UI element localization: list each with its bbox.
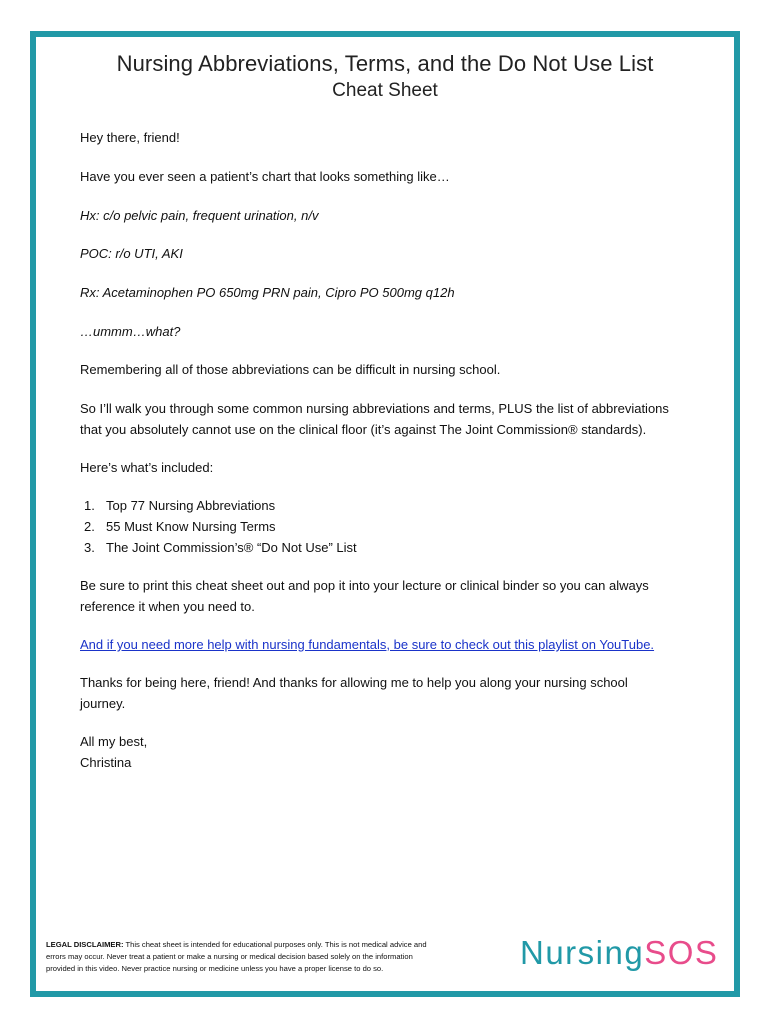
disclaimer-line-3: provided in this video. Never practice nursing or medicine unless you have a proper license to do so. (46, 964, 384, 973)
disclaimer-line-1 (46, 939, 506, 951)
intro-text: Have you ever seen a patient’s chart that looks something like… (80, 169, 450, 184)
list-number: 3. (84, 540, 95, 555)
remembering-text: Remembering all of those abbreviations can be difficult in nursing school. (80, 362, 501, 377)
logo-sos-text: SOS (644, 934, 719, 971)
print-line-2: reference it when you need to. (80, 599, 255, 614)
signoff-text: All my best, (80, 734, 148, 749)
list-text: Top 77 Nursing Abbreviations (106, 498, 276, 513)
legal-disclaimer (46, 939, 506, 975)
list-item (84, 516, 276, 537)
greeting-text: Hey there, friend! (80, 130, 180, 145)
reaction-text: …ummm…what? (80, 324, 181, 339)
example-rx: Rx: Acetaminophen PO 650mg PRN pain, Cipro PO 500mg q12h (80, 285, 455, 300)
author-name: Christina (80, 755, 132, 770)
list-text: The Joint Commission’s® “Do Not Use” List (106, 540, 357, 555)
example-poc: POC: r/o UTI, AKI (80, 246, 183, 261)
included-heading: Here’s what’s included: (80, 460, 214, 475)
page-frame (30, 31, 740, 997)
list-text: 55 Must Know Nursing Terms (106, 519, 276, 534)
disclaimer-text-1: This cheat sheet is intended for educational purposes only. This is not medical advice and (123, 940, 427, 949)
youtube-link-line (80, 634, 720, 655)
thanks-line-1: Thanks for being here, friend! And thanks for allowing me to help you along your nursing school (80, 675, 628, 690)
youtube-playlist-link[interactable]: And if you need more help with nursing fundamentals, be sure to check out this playlist on YouTube. (80, 637, 655, 652)
walkthrough-line-2: that you absolutely cannot use on the clinical floor (it’s against The Joint Commission® standards). (80, 422, 647, 437)
list-item (84, 495, 275, 516)
thanks-line-2: journey. (80, 696, 126, 711)
example-hx: Hx: c/o pelvic pain, frequent urination, n/v (80, 208, 319, 223)
disclaimer-line-2: errors may occur. Never treat a patient or make a nursing or medical decision based solely on the information (46, 952, 413, 961)
print-line-1: Be sure to print this cheat sheet out and pop it into your lecture or clinical binder so you can always (80, 578, 649, 593)
list-item (84, 537, 357, 558)
page-subtitle: Cheat Sheet (332, 80, 438, 101)
list-number: 2. (84, 519, 95, 534)
disclaimer-label: LEGAL DISCLAIMER: (46, 940, 124, 949)
logo-nursing-text: Nursing (520, 934, 645, 971)
list-number: 1. (84, 498, 95, 513)
nursingsos-logo (520, 933, 718, 973)
page-title: Nursing Abbreviations, Terms, and the Do Not Use List (116, 51, 654, 76)
walkthrough-line-1: So I’ll walk you through some common nursing abbreviations and terms, PLUS the list of abbreviations (80, 401, 669, 416)
